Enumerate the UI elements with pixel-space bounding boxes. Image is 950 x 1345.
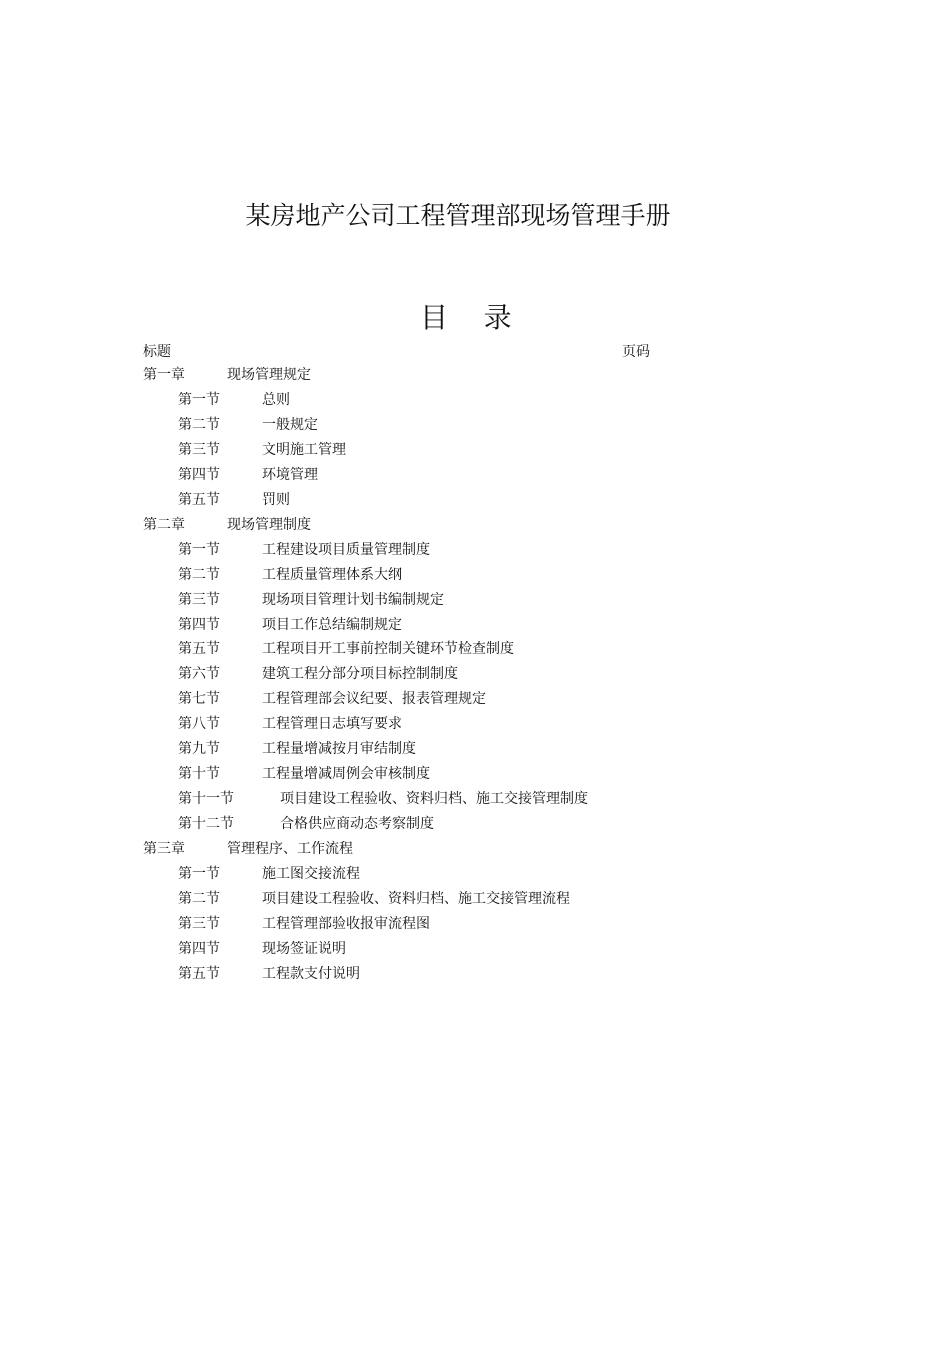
toc-entry-title: 工程款支付说明	[262, 965, 360, 982]
toc-entry-number: 第十二节	[178, 816, 234, 833]
toc-entry-number: 第四节	[178, 466, 220, 483]
toc-section	[178, 914, 430, 934]
toc-section	[178, 889, 570, 909]
toc-entry-title: 现场签证说明	[262, 940, 346, 957]
toc-entry-title: 工程项目开工事前控制关键环节检查制度	[262, 641, 514, 658]
toc-section	[178, 964, 360, 984]
toc-entry-number: 第二节	[178, 566, 220, 583]
toc-entry-number: 第五节	[178, 491, 220, 508]
toc-entry-title: 现场管理规定	[227, 367, 311, 383]
toc-section	[178, 864, 360, 884]
toc-header-label: 标题	[143, 344, 171, 360]
toc-entry-number: 第一节	[178, 866, 220, 882]
toc-entry-number: 第一节	[178, 391, 220, 408]
toc-entry-number: 第四节	[178, 940, 220, 957]
toc-header-page: 页码	[622, 344, 650, 360]
toc-entry-title: 现场管理制度	[227, 516, 311, 533]
toc-entry-title: 环境管理	[262, 466, 318, 483]
toc-entry-number: 第二章	[143, 516, 185, 533]
toc-section	[178, 714, 402, 734]
document-title: 某房地产公司工程管理部现场管理手册	[245, 201, 671, 230]
toc-entry-number: 第二节	[178, 890, 220, 907]
toc-entry-number: 第三节	[178, 591, 220, 608]
toc-entry-title: 文明施工管理	[262, 441, 346, 458]
toc-entry-title: 工程质量管理体系大纲	[262, 566, 402, 583]
toc-section	[178, 664, 458, 684]
toc-section	[178, 540, 430, 560]
toc-section	[178, 590, 444, 610]
toc-section	[178, 764, 430, 784]
toc-section	[178, 814, 434, 834]
toc-entry-title: 工程管理日志填写要求	[262, 716, 402, 733]
toc-entry-number: 第六节	[178, 666, 220, 683]
toc-entry-title: 罚则	[262, 491, 290, 508]
toc-section	[178, 565, 402, 585]
toc-entry-number: 第十节	[178, 766, 220, 783]
toc-entry-title: 施工图交接流程	[262, 866, 360, 882]
toc-section	[178, 490, 290, 510]
toc-entry-title: 工程建设项目质量管理制度	[262, 541, 430, 558]
toc-entry-number: 第八节	[178, 716, 220, 733]
toc-entry-title: 项目建设工程验收、资料归档、施工交接管理制度	[280, 791, 588, 808]
toc-entry-number: 第五节	[178, 965, 220, 982]
toc-section	[178, 939, 346, 959]
toc-entry-title: 现场项目管理计划书编制规定	[262, 591, 444, 608]
toc-entry-title: 工程量增减周例会审核制度	[262, 766, 430, 783]
toc-entry-number: 第一节	[178, 541, 220, 558]
toc-entry-number: 第十一节	[178, 791, 234, 808]
toc-section	[178, 615, 402, 635]
toc-entry-title: 工程管理部验收报审流程图	[262, 915, 430, 932]
toc-entry-title: 管理程序、工作流程	[227, 841, 353, 858]
toc-chapter	[143, 839, 353, 859]
toc-entry-number: 第二节	[178, 416, 220, 433]
toc-heading: 目 录	[420, 301, 512, 334]
toc-section	[178, 415, 318, 435]
toc-entry-number: 第五节	[178, 641, 220, 658]
toc-entry-title: 合格供应商动态考察制度	[280, 816, 434, 833]
toc-entry-title: 总则	[262, 391, 290, 408]
toc-section	[178, 440, 346, 460]
toc-entry-number: 第一章	[143, 367, 185, 383]
toc-entry-title: 建筑工程分部分项目标控制制度	[262, 666, 458, 683]
toc-entry-number: 第三节	[178, 915, 220, 932]
toc-entry-number: 第九节	[178, 741, 220, 758]
toc-section	[178, 639, 514, 659]
toc-entry-title: 项目建设工程验收、资料归档、施工交接管理流程	[262, 890, 570, 907]
toc-section	[178, 789, 588, 809]
toc-section	[178, 739, 416, 759]
toc-entry-title: 工程管理部会议纪要、报表管理规定	[262, 691, 486, 708]
toc-section	[178, 689, 486, 709]
toc-section	[178, 390, 290, 410]
toc-entry-number: 第四节	[178, 616, 220, 633]
toc-chapter	[143, 365, 311, 385]
toc-section	[178, 465, 318, 485]
toc-entry-title: 项目工作总结编制规定	[262, 616, 402, 633]
toc-entry-number: 第七节	[178, 691, 220, 708]
toc-chapter	[143, 515, 311, 535]
toc-entry-number: 第三章	[143, 841, 185, 858]
toc-entry-number: 第三节	[178, 441, 220, 458]
toc-entry-title: 工程量增减按月审结制度	[262, 741, 416, 758]
toc-entry-title: 一般规定	[262, 416, 318, 433]
